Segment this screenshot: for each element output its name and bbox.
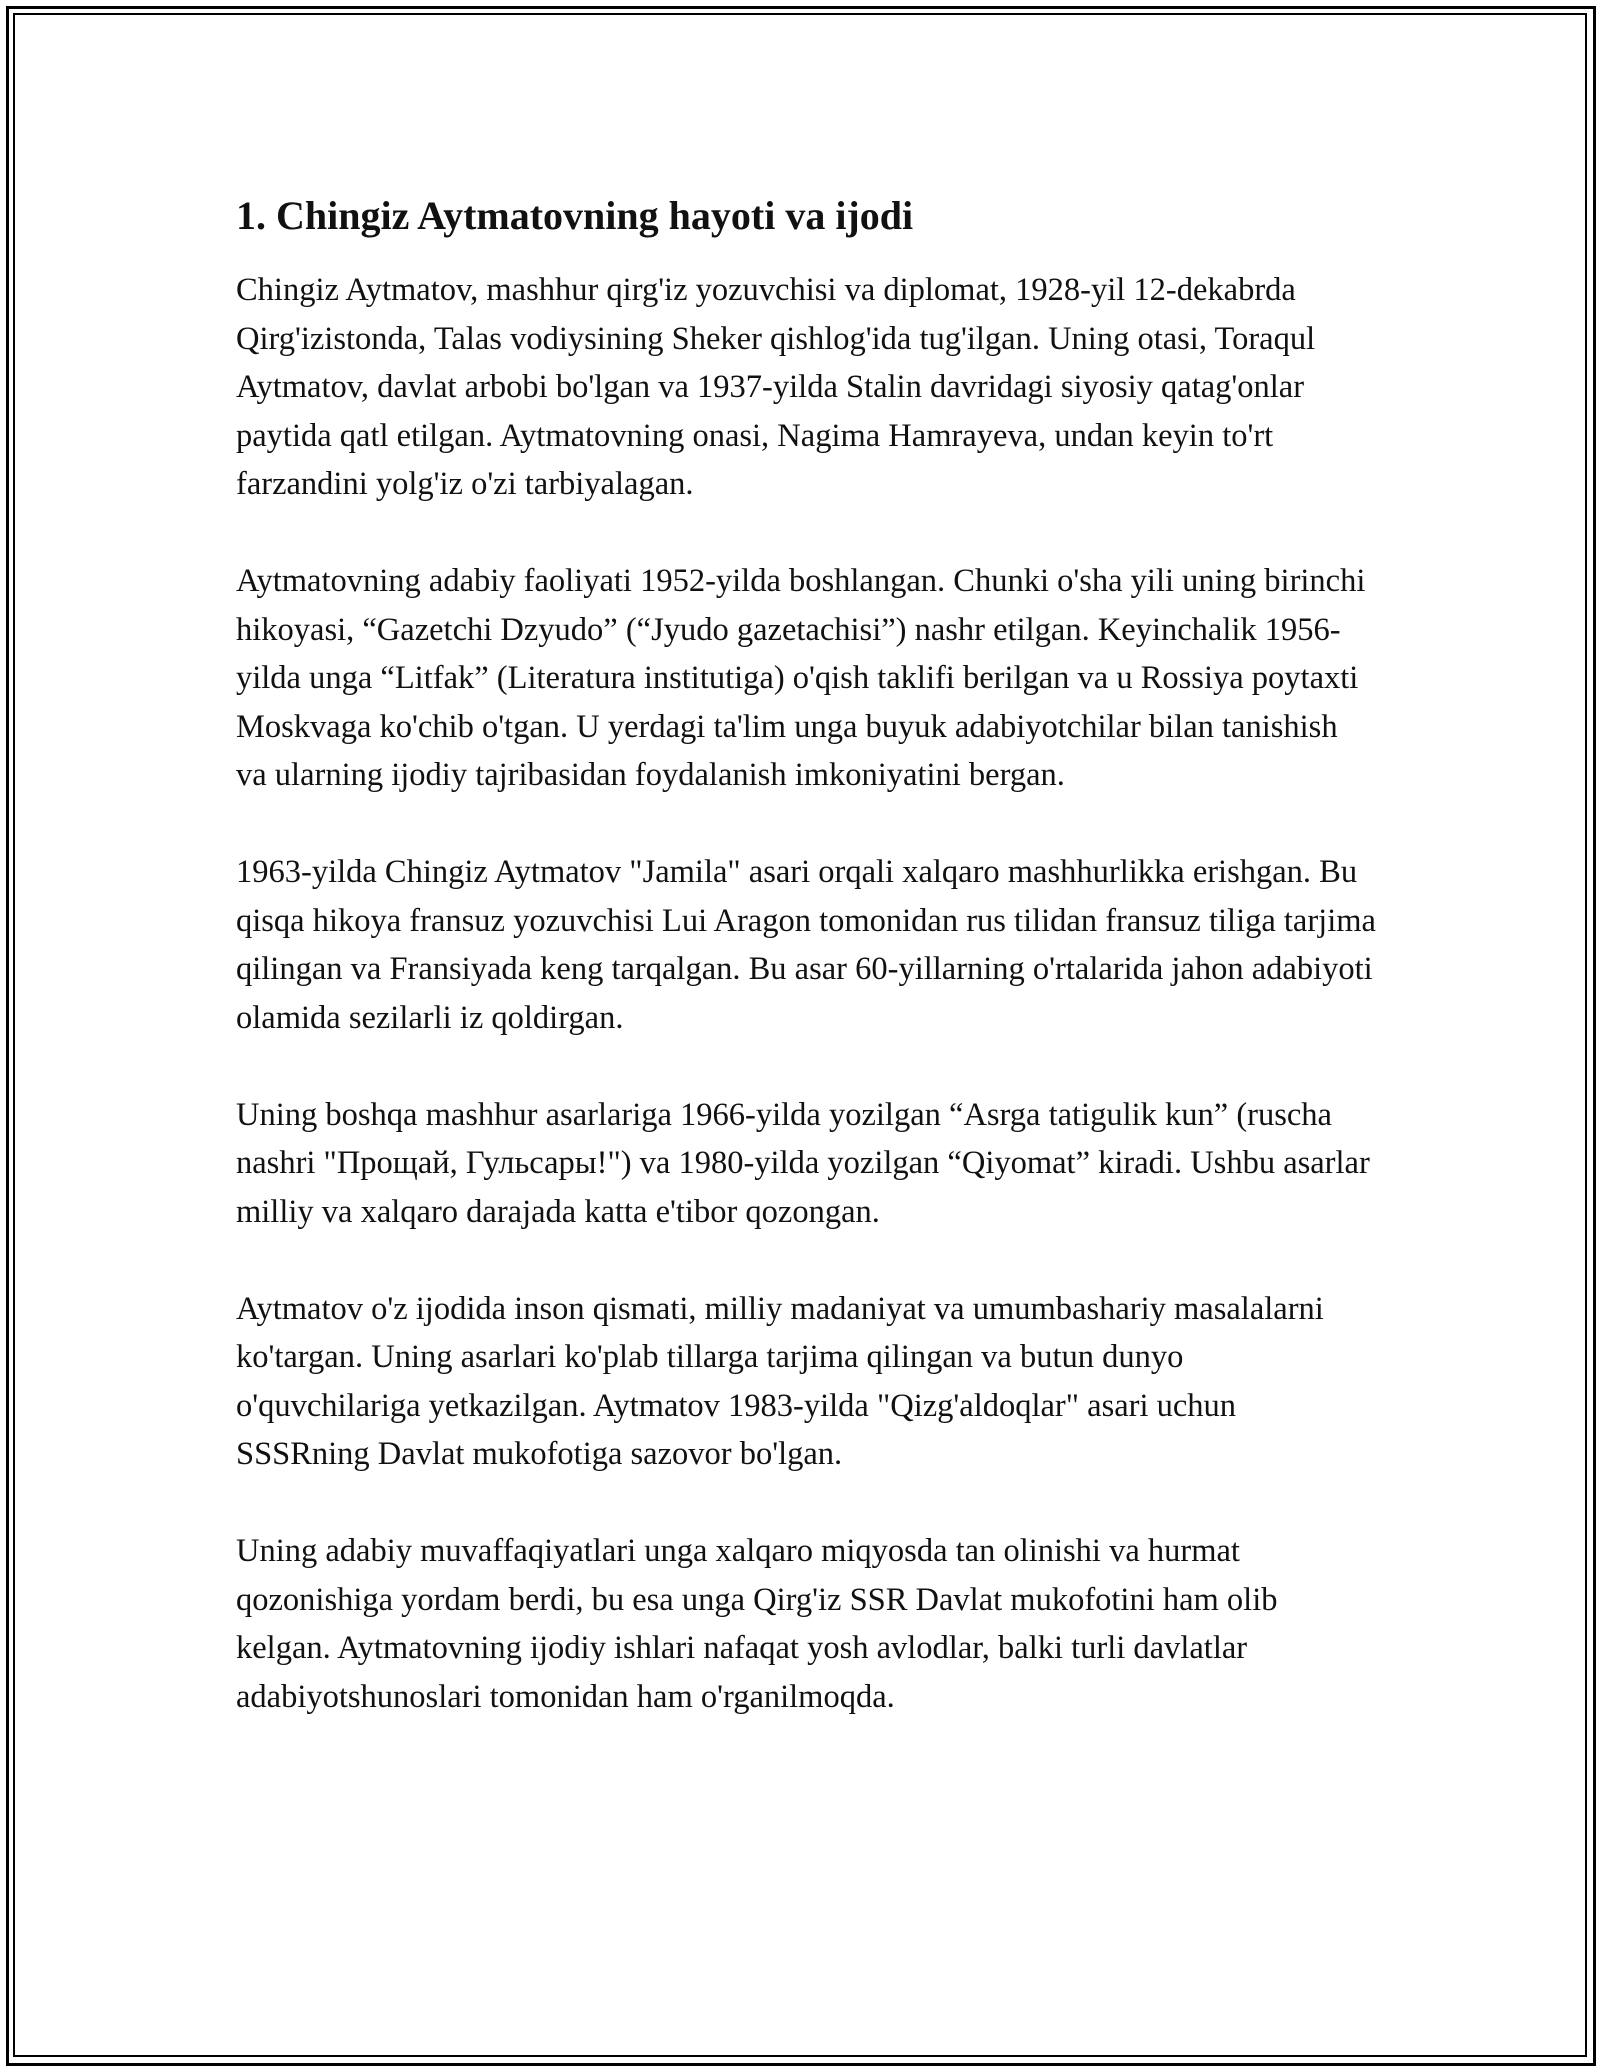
paragraph-themes: Aytmatov o'z ijodida inson qismati, milliy madaniyat va umumbashariy masalalarni ko'targan. Uning asarlari ko'plab tillarga tarjima qilingan va butun dunyo o'quvchilariga yetkazilgan. Aytmatov 1983-yilda "Qizg'aldoqlar" asari uchun SSSRning Davlat mukofotiga sazovor bo'lgan. xyxy=(236,1290,1324,1472)
paragraph-other-works: Uning boshqa mashhur asarlariga 1966-yilda yozilgan “Asrga tatigulik kun” (ruscha nashri "Прощай, Гульсары!") va 1980-yilda yozilgan “Qiyomat” kiradi. Ushbu asarlar milliy va xalqaro darajada katta e'tibor qozongan. xyxy=(236,1096,1370,1230)
paragraph-jamila: 1963-yilda Chingiz Aytmatov "Jamila" asari orqali xalqaro mashhurlikka erishgan. Bu qisqa hikoya fransuz yozuvchisi Lui Aragon tomonidan rus tilidan fransuz tiliga tarjima qilingan va Fransiyada keng tarqalgan. Bu asar 60-yillarning o'rtalarida jahon adabiyoti olamida sezilarli iz qoldirgan. xyxy=(236,854,1376,1036)
page-title: 1. Chingiz Aytmatovning hayoti va ijodi xyxy=(236,193,914,238)
document-body xyxy=(236,180,1376,1770)
paragraph-biography: Chingiz Aytmatov, mashhur qirg'iz yozuvchisi va diplomat, 1928-yil 12-dekabrda Qirg'izistonda, Talas vodiysining Sheker qishlog'ida tug'ilgan. Uning otasi, Toraqul Aytmatov, davlat arbobi bo'lgan va 1937-yilda Stalin davridagi siyosiy qatag'onlar paytida qatl etilgan. Aytmatovning onasi, Nagima Hamrayeva, undan keyin to'rt farzandini yolg'iz o'zi tarbiyalagan. xyxy=(236,272,1316,502)
paragraph-early-career: Aytmatovning adabiy faoliyati 1952-yilda boshlangan. Chunki o'sha yili uning birinchi hikoyasi, “Gazetchi Dzyudo” (“Jyudo gazetachisi”) nashr etilgan. Keyinchalik 1956-yilda unga “Litfak” (Literatura institutiga) o'qish taklifi berilgan va u Rossiya poytaxti Moskvaga ko'chib o'tgan. U yerdagi ta'lim unga buyuk adabiyotchilar bilan tanishish va ularning ijodiy tajribasidan foydalanish imkoniyatini bergan. xyxy=(236,563,1366,793)
paragraph-recognition: Uning adabiy muvaffaqiyatlari unga xalqaro miqyosda tan olinishi va hurmat qozonishiga yordam berdi, bu esa unga Qirg'iz SSR Davlat mukofotini ham olib kelgan. Aytmatovning ijodiy ishlari nafaqat yosh avlodlar, balki turli davlatlar adabiyotshunoslari tomonidan ham o'rganilmoqda. xyxy=(236,1533,1278,1715)
